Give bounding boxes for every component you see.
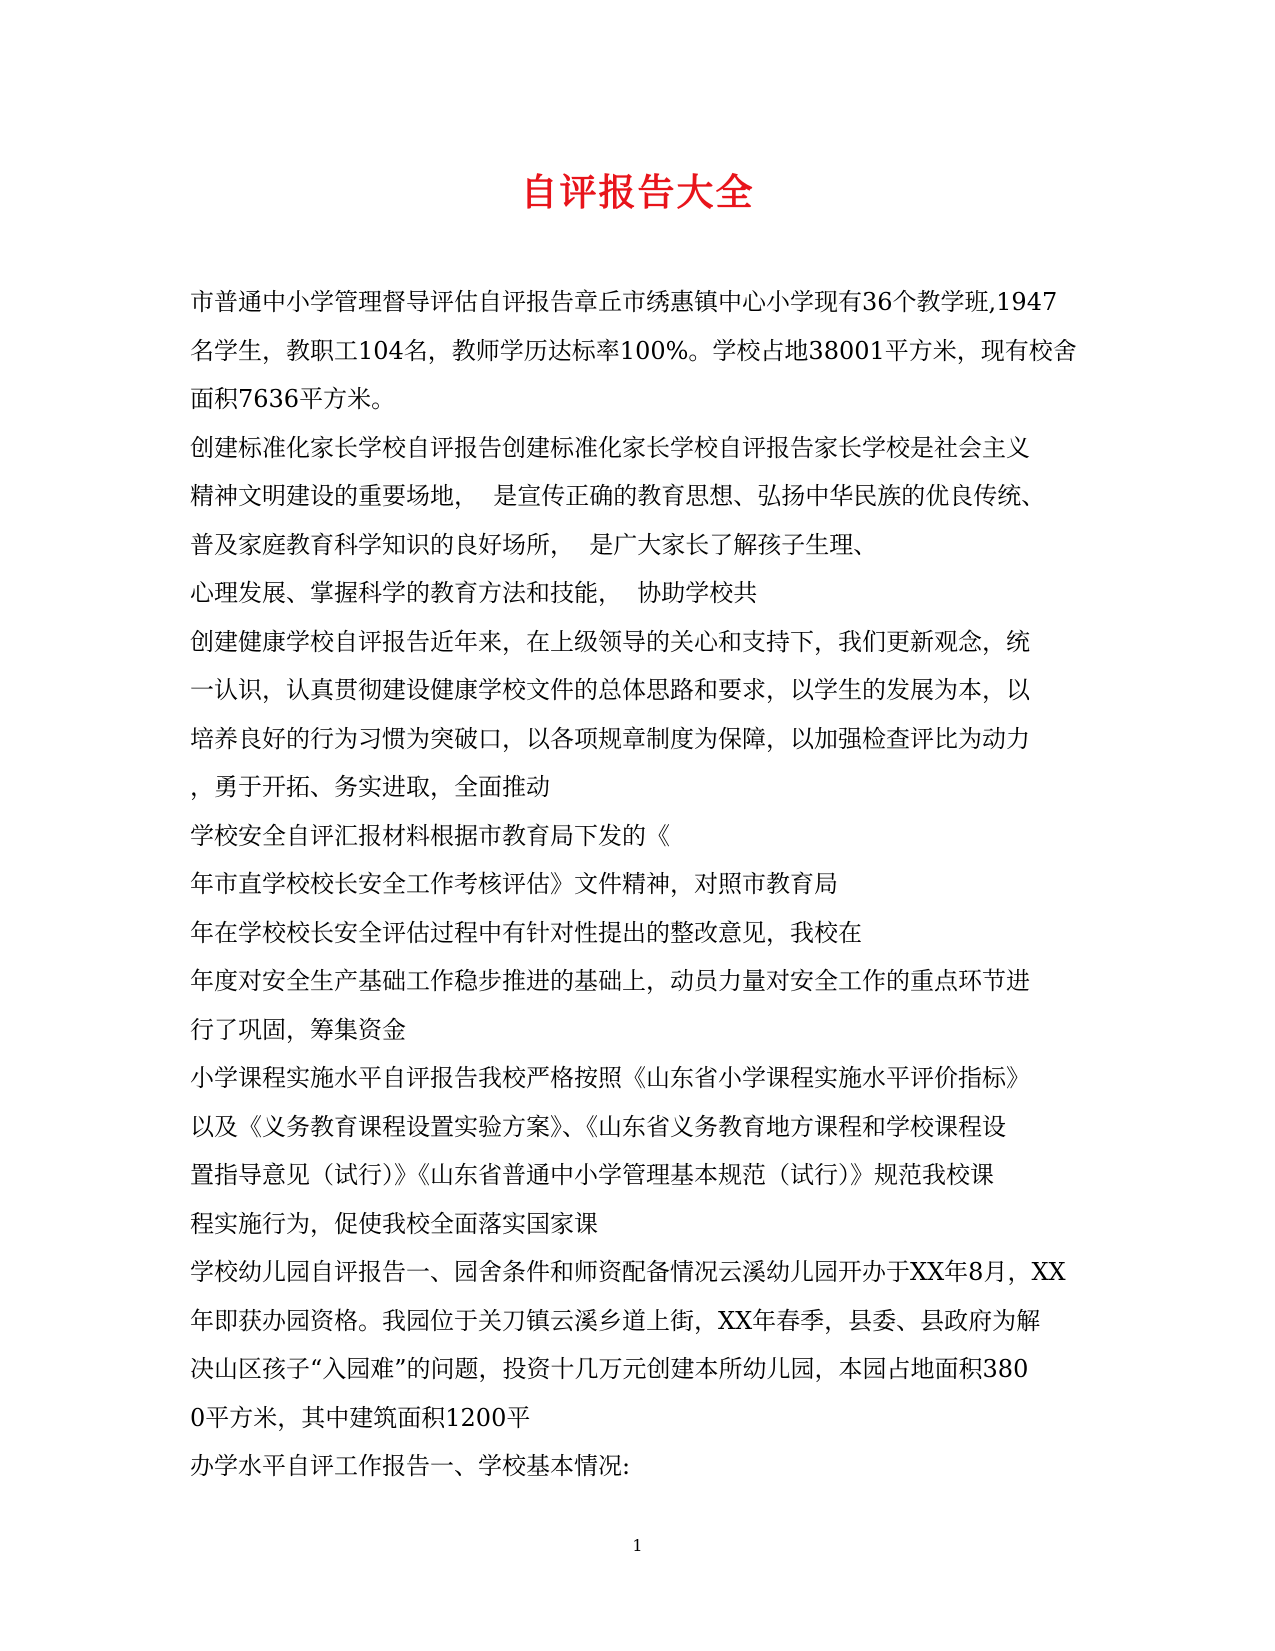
text-line: 创建健康学校自评报告近年来，在上级领导的关心和支持下，我们更新观念，统 (190, 627, 1030, 656)
text-line: 小学课程实施水平自评报告我校严格按照《山东省小学课程实施水平评价指标》 (190, 1064, 1030, 1092)
text-line: 学校幼儿园自评报告一、园舍条件和师资配备情况云溪幼儿园开办于XX年8月，XX (190, 1258, 1066, 1286)
text-line: 精神文明建设的重要场地， 是宣传正确的教育思想、弘扬中华民族的优良传统、 (190, 482, 1046, 510)
text-line: 置指导意见（试行）》《山东省普通中小学管理基本规范（试行）》规范我校课 (190, 1161, 994, 1189)
text-line: 程实施行为，促使我校全面落实国家课 (190, 1209, 598, 1238)
text-line: 0平方米，其中建筑面积1200平 (190, 1403, 531, 1432)
text-line: 一认识，认真贯彻建设健康学校文件的总体思路和要求，以学生的发展为本，以 (190, 676, 1030, 704)
text-line: 年即获办园资格。我园位于关刀镇云溪乡道上街，XX年春季，县委、县政府为解 (190, 1306, 1041, 1335)
text-line: 年度对安全生产基础工作稳步推进的基础上，动员力量对安全工作的重点环节进 (190, 967, 1030, 995)
text-line: 年市直学校校长安全工作考核评估》文件精神，对照市教育局 (190, 870, 838, 898)
text-line: 学校安全自评汇报材料根据市教育局下发的《 (190, 821, 670, 850)
text-line: 普及家庭教育科学知识的良好场所， 是广大家长了解孩子生理、 (190, 530, 878, 559)
text-line: 年在学校校长安全评估过程中有针对性提出的整改意见，我校在 (190, 918, 862, 947)
text-line: 心理发展、掌握科学的教育方法和技能， 协助学校共 (190, 579, 758, 607)
text-line: 以及《义务教育课程设置实验方案》、《山东省义务教育地方课程和学校课程设 (190, 1112, 1006, 1141)
text-line: 行了巩固，筹集资金 (190, 1015, 406, 1044)
text-line: ，勇于开拓、务实进取，全面推动 (190, 773, 550, 801)
text-line: 名学生，教职工104名，教师学历达标率100%。学校占地38001平方米，现有校舍 (190, 336, 1077, 365)
page-number: 1 (632, 1536, 643, 1555)
text-line: 决山区孩子“入园难”的问题，投资十几万元创建本所幼儿园，本园占地面积380 (190, 1355, 1029, 1383)
text-line: 面积7636平方米。 (190, 385, 396, 413)
text-line: 创建标准化家长学校自评报告创建标准化家长学校自评报告家长学校是社会主义 (190, 433, 1030, 462)
text-line: 市普通中小学管理督导评估自评报告章丘市绣惠镇中心小学现有36个教学班,1947 (190, 288, 1058, 316)
document-body (190, 278, 1090, 1491)
document-title: 自评报告大全 (520, 170, 755, 214)
text-line: 办学水平自评工作报告一、学校基本情况: (190, 1452, 631, 1480)
text-line: 培养良好的行为习惯为突破口，以各项规章制度为保障，以加强检查评比为动力 (190, 724, 1030, 753)
